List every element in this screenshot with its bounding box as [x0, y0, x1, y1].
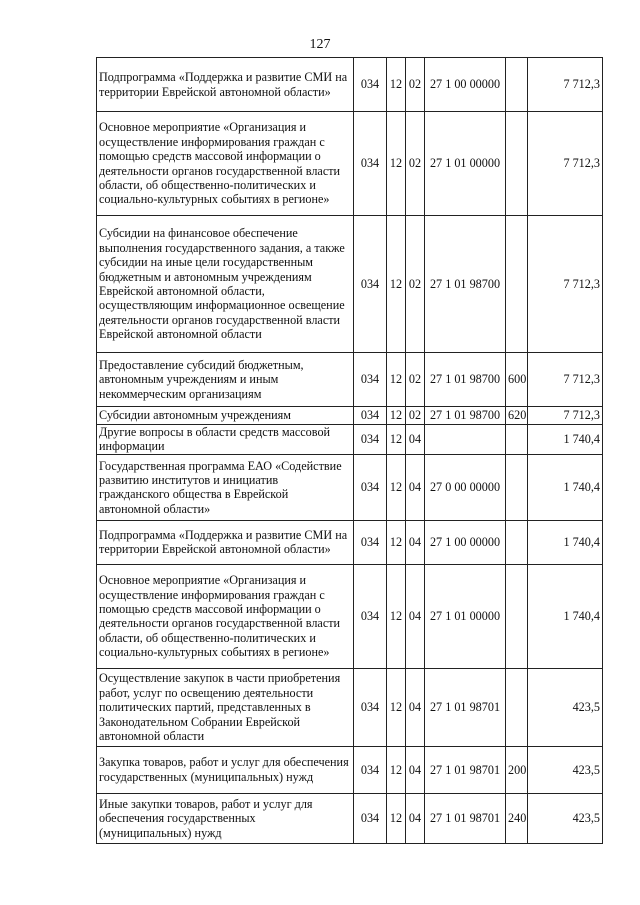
table-row — [97, 112, 603, 216]
subsection-code: 04 — [406, 564, 425, 668]
table-row — [97, 746, 603, 793]
table-row — [97, 668, 603, 746]
amount: 423,5 — [528, 746, 603, 793]
subsection-code: 02 — [406, 353, 425, 407]
subsection-code: 02 — [406, 112, 425, 216]
ministry-code: 034 — [354, 454, 387, 520]
section-code: 12 — [387, 112, 406, 216]
table-row — [97, 793, 603, 843]
target-article: 27 1 00 00000 — [425, 520, 506, 564]
subsection-code: 04 — [406, 793, 425, 843]
target-article — [425, 425, 506, 455]
target-article: 27 1 01 98700 — [425, 353, 506, 407]
expense-type: 200 — [506, 746, 528, 793]
amount: 1 740,4 — [528, 520, 603, 564]
page-number: 127 — [309, 37, 331, 52]
expense-type — [506, 58, 528, 112]
section-code: 12 — [387, 216, 406, 353]
row-name: Осуществление закупок в части приобретения работ, услуг по освещению деятельности политических партий, представленных в Законодательном Собрании Еврейской автономной области — [97, 668, 354, 746]
expense-type — [506, 112, 528, 216]
section-code: 12 — [387, 746, 406, 793]
ministry-code: 034 — [354, 746, 387, 793]
subsection-code: 04 — [406, 520, 425, 564]
ministry-code: 034 — [354, 407, 387, 425]
row-name: Предоставление субсидий бюджетным, автономным учреждениям и иным некоммерческим организациям — [97, 353, 354, 407]
section-code: 12 — [387, 353, 406, 407]
row-name: Субсидии на финансовое обеспечение выполнения государственного задания, а также субсидии на иные цели государственным бюджетным и автономным учреждениям Еврейской автономной области, осуществляющим информационное освещение деятельности органов государственной власти Еврейской автономной области — [97, 216, 354, 353]
amount: 7 712,3 — [528, 407, 603, 425]
amount: 1 740,4 — [528, 454, 603, 520]
table-row — [97, 564, 603, 668]
section-code: 12 — [387, 454, 406, 520]
table-row — [97, 216, 603, 353]
target-article: 27 0 00 00000 — [425, 454, 506, 520]
budget-table — [96, 57, 603, 844]
table-row — [97, 407, 603, 425]
subsection-code: 02 — [406, 58, 425, 112]
subsection-code: 04 — [406, 425, 425, 455]
row-name: Подпрограмма «Поддержка и развитие СМИ на территории Еврейской автономной области» — [97, 58, 354, 112]
amount: 1 740,4 — [528, 425, 603, 455]
ministry-code: 034 — [354, 112, 387, 216]
amount: 1 740,4 — [528, 564, 603, 668]
table-row — [97, 520, 603, 564]
ministry-code: 034 — [354, 668, 387, 746]
ministry-code: 034 — [354, 216, 387, 353]
expense-type — [506, 454, 528, 520]
table-row — [97, 425, 603, 455]
section-code: 12 — [387, 407, 406, 425]
row-name: Государственная программа ЕАО «Содействие развитию институтов и инициатив гражданского общества в Еврейской автономной области» — [97, 454, 354, 520]
target-article: 27 1 01 00000 — [425, 112, 506, 216]
section-code: 12 — [387, 564, 406, 668]
section-code: 12 — [387, 793, 406, 843]
expense-type — [506, 668, 528, 746]
expense-type: 620 — [506, 407, 528, 425]
row-name: Субсидии автономным учреждениям — [97, 407, 354, 425]
expense-type — [506, 425, 528, 455]
row-name: Подпрограмма «Поддержка и развитие СМИ на территории Еврейской автономной области» — [97, 520, 354, 564]
subsection-code: 04 — [406, 454, 425, 520]
amount: 7 712,3 — [528, 112, 603, 216]
row-name: Другие вопросы в области средств массовой информации — [97, 425, 354, 455]
ministry-code: 034 — [354, 564, 387, 668]
row-name: Иные закупки товаров, работ и услуг для обеспечения государственных (муниципальных) нужд — [97, 793, 354, 843]
expense-type — [506, 564, 528, 668]
expense-type — [506, 216, 528, 353]
row-name: Основное мероприятие «Организация и осуществление информирования граждан с помощью средств массовой информации о деятельности органов государственной власти области, об общественно-политических и социально-культурных событиях в регионе» — [97, 112, 354, 216]
subsection-code: 04 — [406, 746, 425, 793]
expense-type — [506, 520, 528, 564]
target-article: 27 1 01 98700 — [425, 407, 506, 425]
ministry-code: 034 — [354, 425, 387, 455]
ministry-code: 034 — [354, 353, 387, 407]
table-row — [97, 58, 603, 112]
target-article: 27 1 01 98700 — [425, 216, 506, 353]
expense-type: 240 — [506, 793, 528, 843]
amount: 7 712,3 — [528, 353, 603, 407]
amount: 7 712,3 — [528, 216, 603, 353]
row-name: Основное мероприятие «Организация и осуществление информирования граждан с помощью средств массовой информации о деятельности органов государственной власти области, об общественно-политических и социально-культурных событиях в регионе» — [97, 564, 354, 668]
subsection-code: 02 — [406, 216, 425, 353]
ministry-code: 034 — [354, 793, 387, 843]
section-code: 12 — [387, 520, 406, 564]
table-row — [97, 353, 603, 407]
section-code: 12 — [387, 425, 406, 455]
ministry-code: 034 — [354, 58, 387, 112]
row-name: Закупка товаров, работ и услуг для обеспечения государственных (муниципальных) нужд — [97, 746, 354, 793]
section-code: 12 — [387, 58, 406, 112]
section-code: 12 — [387, 668, 406, 746]
expense-type: 600 — [506, 353, 528, 407]
target-article: 27 1 01 98701 — [425, 793, 506, 843]
amount: 7 712,3 — [528, 58, 603, 112]
ministry-code: 034 — [354, 520, 387, 564]
subsection-code: 04 — [406, 668, 425, 746]
target-article: 27 1 00 00000 — [425, 58, 506, 112]
target-article: 27 1 01 98701 — [425, 668, 506, 746]
target-article: 27 1 01 98701 — [425, 746, 506, 793]
amount: 423,5 — [528, 793, 603, 843]
amount: 423,5 — [528, 668, 603, 746]
table-row — [97, 454, 603, 520]
subsection-code: 02 — [406, 407, 425, 425]
target-article: 27 1 01 00000 — [425, 564, 506, 668]
